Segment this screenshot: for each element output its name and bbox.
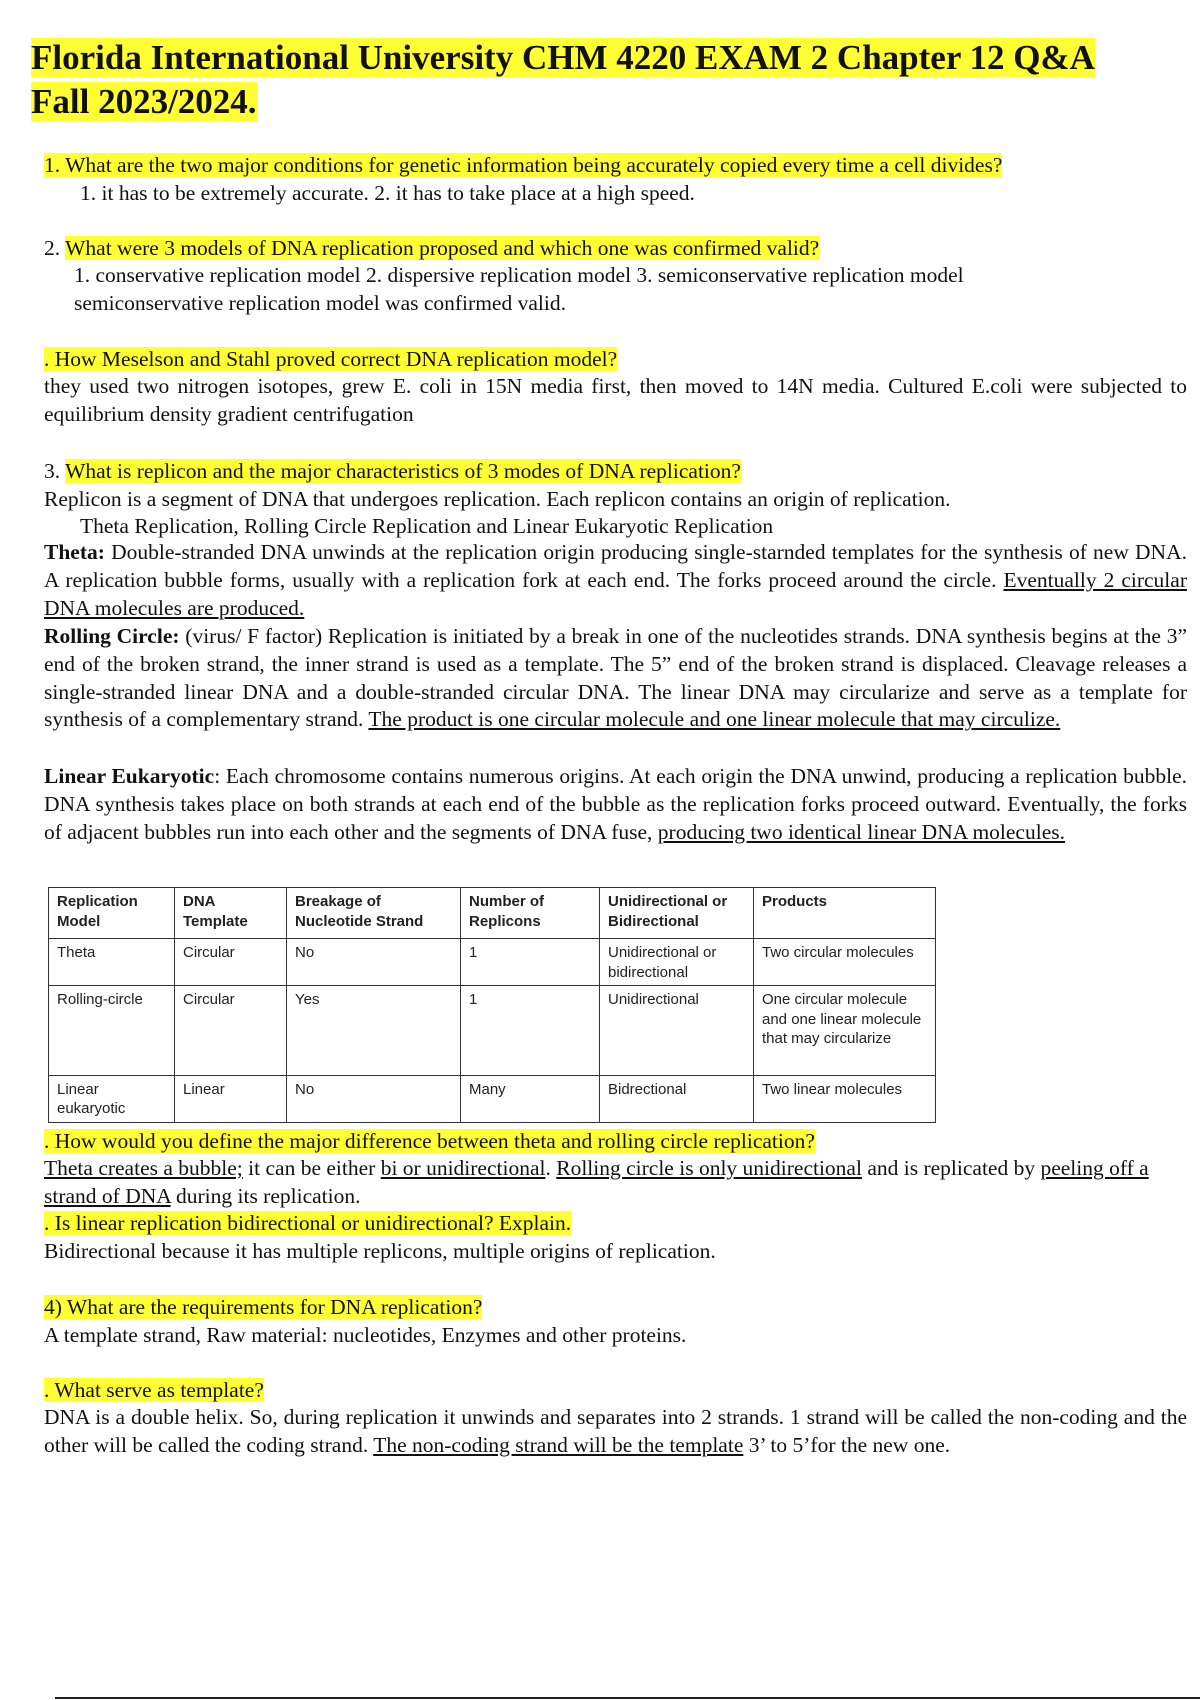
theta-conclusion: Eventually 2 circular DNA molecules are produced. xyxy=(44,567,1187,620)
theta-label: Theta: xyxy=(44,540,105,564)
answer-2-line-1: 1. conservative replication model 2. dispersive replication model 3. semiconservative replication model xyxy=(74,263,964,287)
answer-4: A template strand, Raw material: nucleotides, Enzymes and other proteins. xyxy=(44,1323,687,1347)
table-cell: 1 xyxy=(461,939,600,986)
table-header-cell: DNA Template xyxy=(175,888,287,939)
answer-3-line-2: Theta Replication, Rolling Circle Replication and Linear Eukaryotic Replication xyxy=(80,514,774,538)
table-header-cell: Number of Replicons xyxy=(461,888,600,939)
question-meselson xyxy=(44,345,617,373)
title-line-2: Fall 2023/2024. xyxy=(31,82,257,121)
answer-3-line-1: Replicon is a segment of DNA that undergoes replication. Each replicon contains an origin of replication. xyxy=(44,487,951,511)
theta-text: Double-stranded DNA unwinds at the replication origin producing single-starnded templates for the synthesis of new DNA. A replication bubble forms, usually with a replication fork at each end. The forks proceed around the circle. xyxy=(44,540,1187,592)
answer-part: DNA is a double helix. So, during replication it unwinds and separates into 2 strands. 1 strand will be called the non-coding and the other will be called the coding strand. xyxy=(44,1405,1187,1457)
table-cell: No xyxy=(287,939,461,986)
answer-part: during its replication. xyxy=(170,1183,361,1208)
answer-part: . xyxy=(545,1156,557,1180)
question-1-text: 1. What are the two major conditions for genetic information being accurately copied every time a cell divides? xyxy=(44,153,1003,177)
question-4 xyxy=(44,1293,482,1321)
question-2-number: 2. xyxy=(44,236,66,260)
question-theta-vs-rolling-text: . How would you define the major difference between theta and rolling circle replication? xyxy=(44,1129,815,1153)
question-4-text: 4) What are the requirements for DNA replication? xyxy=(44,1295,483,1319)
question-template xyxy=(44,1376,264,1404)
table-row xyxy=(49,939,936,986)
question-1 xyxy=(44,151,1002,179)
question-3 xyxy=(44,457,741,485)
answer-template xyxy=(44,1404,1187,1460)
table-header-cell: Products xyxy=(754,888,936,939)
table-cell: Yes xyxy=(287,986,461,1075)
linear-eukaryotic-text: : Each chromosome contains numerous origins. At each origin the DNA unwind, producing a replication bubble. DNA synthesis takes place on both strands at each end of the bubble as the replication forks proceed outward. Eventually, the forks of adjacent bubbles run into each other and the segments of DNA fuse, xyxy=(44,764,1187,844)
answer-part: peeling off a strand of DNA xyxy=(44,1156,1149,1208)
table-header-cell: Breakage of Nucleotide Strand xyxy=(287,888,461,939)
answer-part: The non-coding strand will be the template xyxy=(373,1432,744,1457)
table-cell: Bidrectional xyxy=(600,1075,754,1122)
question-linear-text: . Is linear replication bidirectional or unidirectional? Explain. xyxy=(44,1211,572,1235)
table-cell: Many xyxy=(461,1075,600,1122)
document-title xyxy=(31,36,1181,124)
answer-part: Theta creates a bubble; xyxy=(44,1156,243,1180)
question-2-text: What were 3 models of DNA replication proposed and which one was confirmed valid? xyxy=(65,236,820,260)
rolling-circle-label: Rolling Circle: xyxy=(44,624,180,648)
table-cell: Theta xyxy=(49,939,175,986)
question-3-text: What is replicon and the major characteristics of 3 modes of DNA replication? xyxy=(65,459,741,483)
table-cell: 1 xyxy=(461,986,600,1075)
question-linear xyxy=(44,1209,571,1237)
table-header-row xyxy=(49,888,936,939)
table-cell: Two circular molecules xyxy=(754,939,936,986)
table-cell: Unidirectional xyxy=(600,986,754,1075)
table-cell: Rolling-circle xyxy=(49,986,175,1075)
table-cell: Unidirectional or bidirectional xyxy=(600,939,754,986)
question-meselson-text: . How Meselson and Stahl proved correct DNA replication model? xyxy=(44,347,618,371)
rolling-circle-text: (virus/ F factor) Replication is initiated by a break in one of the nucleotides strands. DNA synthesis begins at the 3” end of the broken strand, the inner strand is used as a template. The 5” end of the broken strand is displaced. Cleavage releases a single-stranded linear DNA and a double-stranded circular DNA. The linear DNA may circularize and serve as a template for synthesis of a complementary strand. xyxy=(44,624,1187,732)
answer-theta-vs-rolling xyxy=(44,1155,1187,1211)
answer-2-line-2: semiconservative replication model was confirmed valid. xyxy=(74,291,566,315)
answer-part: Rolling circle is only unidirectional xyxy=(556,1156,862,1180)
bottom-divider xyxy=(55,1697,1200,1699)
question-template-text: . What serve as template? xyxy=(44,1378,264,1402)
table-cell: No xyxy=(287,1075,461,1122)
answer-part: 3’ to 5’for the new one. xyxy=(743,1432,951,1457)
table-cell: Circular xyxy=(175,986,287,1075)
answer-meselson: they used two nitrogen isotopes, grew E. coli in 15N media first, then moved to 14N media. Cultured E.coli were subjected to equilibrium density gradient centrifugation xyxy=(44,374,1187,426)
replication-comparison-table xyxy=(48,887,936,1123)
question-theta-vs-rolling xyxy=(44,1127,815,1155)
answer-linear: Bidirectional because it has multiple replicons, multiple origins of replication. xyxy=(44,1239,716,1263)
table-cell: Linear xyxy=(175,1075,287,1122)
rolling-circle-paragraph xyxy=(44,623,1187,734)
table-row xyxy=(49,1075,936,1122)
table-row xyxy=(49,986,936,1075)
table-cell: Two linear molecules xyxy=(754,1075,936,1122)
answer-part: bi or unidirectional xyxy=(380,1156,546,1180)
table-header-cell: Unidirectional or Bidirectional xyxy=(600,888,754,939)
theta-paragraph xyxy=(44,539,1187,622)
answer-part: it can be either xyxy=(242,1156,381,1180)
question-3-number: 3. xyxy=(44,459,66,483)
rolling-circle-conclusion: The product is one circular molecule and one linear molecule that may circulize. xyxy=(368,707,1061,732)
table-header-cell: Replication Model xyxy=(49,888,175,939)
table-cell: Circular xyxy=(175,939,287,986)
answer-part: and is replicated by xyxy=(861,1156,1041,1180)
title-line-1: Florida International University CHM 4220 EXAM 2 Chapter 12 Q&A xyxy=(31,38,1095,77)
table-cell: One circular molecule and one linear molecule that may circularize xyxy=(754,986,936,1075)
question-2 xyxy=(44,234,819,262)
answer-1: 1. it has to be extremely accurate. 2. it has to take place at a high speed. xyxy=(80,181,695,205)
linear-eukaryotic-paragraph xyxy=(44,763,1187,846)
linear-eukaryotic-label: Linear Eukaryotic xyxy=(44,764,215,788)
linear-eukaryotic-conclusion: producing two identical linear DNA molecules. xyxy=(657,819,1065,844)
table-cell: Linear eukaryotic xyxy=(49,1075,175,1122)
